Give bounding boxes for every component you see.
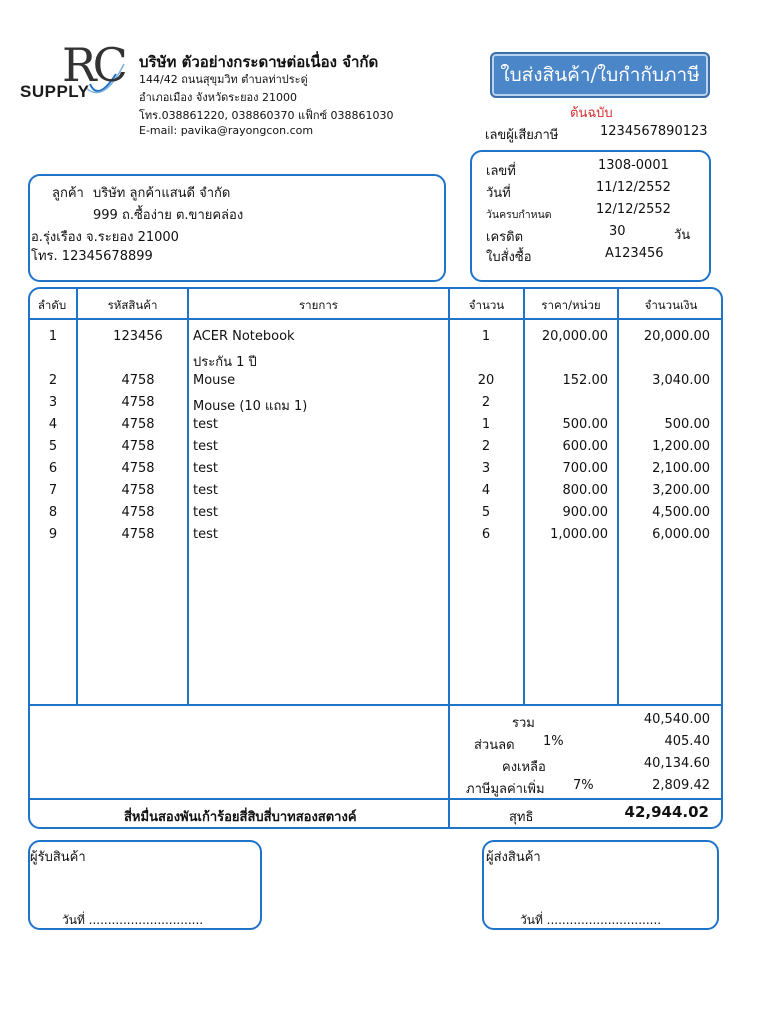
invoice-credit-unit: วัน bbox=[674, 228, 691, 243]
customer-address-2: อ.รุ่งเรือง จ.ระยอง 21000 bbox=[31, 230, 179, 245]
net-label: สุทธิ bbox=[509, 810, 534, 825]
cell-amount: 1,200.00 bbox=[652, 439, 710, 454]
cell-no: 4 bbox=[48, 417, 58, 432]
document-title: ใบส่งสินค้า/ใบกำกับภาษี bbox=[490, 52, 710, 98]
table-row bbox=[28, 417, 723, 439]
cell-no: 2 bbox=[48, 373, 58, 388]
col-header-code: รหัสสินค้า bbox=[107, 298, 158, 312]
cell-qty: 6 bbox=[481, 527, 491, 542]
amount-in-words: สี่หมื่นสองพันเก้าร้อยสี่สิบสี่บาทสองสตางค์ bbox=[124, 810, 357, 825]
cell-amount: 500.00 bbox=[664, 417, 710, 432]
table-row bbox=[28, 439, 723, 461]
customer-address-1: 999 ถ.ซื้อง่าย ต.ขายคล่อง bbox=[93, 208, 244, 223]
receiver-label: ผู้รับสินค้า bbox=[30, 850, 86, 865]
remain-value: 40,134.60 bbox=[643, 756, 710, 771]
table-row bbox=[28, 483, 723, 505]
cell-desc: test bbox=[193, 527, 218, 542]
cell-amount: 4,500.00 bbox=[652, 505, 710, 520]
company-phone: โทร.038861220, 038860370 แฟ็กซ์ 038861030 bbox=[139, 109, 394, 122]
net-value: 42,944.02 bbox=[624, 803, 709, 821]
cell-qty: 2 bbox=[481, 439, 491, 454]
cell-desc: test bbox=[193, 461, 218, 476]
cell-amount: 20,000.00 bbox=[643, 329, 710, 344]
logo-rc: RC bbox=[62, 38, 124, 92]
table-row bbox=[28, 395, 723, 417]
invoice-po-label: ใบสั่งซื้อ bbox=[486, 250, 532, 265]
cell-desc: test bbox=[193, 483, 218, 498]
cell-no: 7 bbox=[48, 483, 58, 498]
invoice-due-value: 12/12/2552 bbox=[596, 202, 671, 217]
col-header-qty: จำนวน bbox=[468, 298, 505, 312]
logo-supply: SUPPLY bbox=[20, 82, 90, 101]
cell-qty: 5 bbox=[481, 505, 491, 520]
cell-no: 5 bbox=[48, 439, 58, 454]
customer-phone: โทร. 12345678899 bbox=[31, 249, 153, 264]
cell-price: 152.00 bbox=[562, 373, 608, 388]
cell-desc: test bbox=[193, 439, 218, 454]
col-header-price: ราคา/หน่วย bbox=[541, 298, 601, 312]
cell-code: 4758 bbox=[121, 505, 155, 520]
cell-price: 20,000.00 bbox=[541, 329, 608, 344]
cell-amount: 6,000.00 bbox=[652, 527, 710, 542]
company-address-2: อำเภอเมือง จังหวัดระยอง 21000 bbox=[139, 91, 298, 104]
cell-desc: Mouse (10 แถม 1) bbox=[193, 399, 308, 414]
vat-label: ภาษีมูลค่าเพิ่ม bbox=[466, 782, 545, 797]
cell-qty: 3 bbox=[481, 461, 491, 476]
invoice-no-value: 1308-0001 bbox=[598, 158, 669, 173]
cell-amount: 2,100.00 bbox=[652, 461, 710, 476]
vat-percent: 7% bbox=[573, 778, 594, 793]
cell-price: 1,000.00 bbox=[550, 527, 608, 542]
cell-no: 8 bbox=[48, 505, 58, 520]
cell-qty: 1 bbox=[481, 417, 491, 432]
vat-value: 2,809.42 bbox=[652, 778, 710, 793]
tax-id-label: เลขผู้เสียภาษี bbox=[485, 128, 559, 143]
cell-code: 4758 bbox=[121, 417, 155, 432]
cell-price: 500.00 bbox=[562, 417, 608, 432]
col-header-desc: รายการ bbox=[299, 298, 338, 312]
company-name: บริษัท ตัวอย่างกระดาษต่อเนื่อง จำกัด bbox=[139, 53, 379, 71]
discount-value: 405.40 bbox=[664, 734, 710, 749]
cell-no: 1 bbox=[48, 329, 58, 344]
customer-name: บริษัท ลูกค้าแสนดี จำกัด bbox=[93, 186, 231, 201]
cell-desc: test bbox=[193, 505, 218, 520]
cell-no: 6 bbox=[48, 461, 58, 476]
invoice-date-value: 11/12/2552 bbox=[596, 180, 671, 195]
sender-date-line: วันที่ .............................. bbox=[520, 913, 662, 927]
tax-id-value: 1234567890123 bbox=[600, 124, 708, 139]
table-row bbox=[28, 351, 723, 373]
cell-code: 4758 bbox=[121, 527, 155, 542]
sum-value: 40,540.00 bbox=[643, 712, 710, 727]
cell-price: 700.00 bbox=[562, 461, 608, 476]
col-header-amount: จำนวนเงิน bbox=[644, 298, 698, 312]
customer-label: ลูกค้า bbox=[52, 186, 84, 201]
table-row bbox=[28, 329, 723, 351]
cell-price: 800.00 bbox=[562, 483, 608, 498]
original-copy-label: ต้นฉบับ bbox=[570, 106, 613, 121]
invoice-no-label: เลขที่ bbox=[486, 164, 516, 179]
cell-amount: 3,040.00 bbox=[652, 373, 710, 388]
invoice-po-value: A123456 bbox=[605, 246, 664, 261]
cell-code: 4758 bbox=[121, 461, 155, 476]
cell-qty: 2 bbox=[481, 395, 491, 410]
invoice-due-label: วันครบกำหนด bbox=[486, 209, 552, 221]
remain-label: คงเหลือ bbox=[502, 760, 546, 775]
cell-price: 900.00 bbox=[562, 505, 608, 520]
invoice-credit-value: 30 bbox=[609, 224, 626, 239]
table-row bbox=[28, 461, 723, 483]
cell-desc: test bbox=[193, 417, 218, 432]
table-net-divider bbox=[28, 798, 723, 800]
cell-code: 4758 bbox=[121, 483, 155, 498]
cell-code: 4758 bbox=[121, 395, 155, 410]
cell-no: 9 bbox=[48, 527, 58, 542]
cell-desc: ACER Notebook bbox=[193, 329, 295, 344]
cell-qty: 20 bbox=[477, 373, 495, 388]
cell-price: 600.00 bbox=[562, 439, 608, 454]
table-row bbox=[28, 527, 723, 549]
cell-qty: 4 bbox=[481, 483, 491, 498]
company-email: E-mail: pavika@rayongcon.com bbox=[139, 124, 314, 137]
cell-desc: Mouse bbox=[193, 373, 236, 388]
cell-qty: 1 bbox=[481, 329, 491, 344]
receiver-date-line: วันที่ .............................. bbox=[62, 913, 204, 927]
sum-label: รวม bbox=[512, 716, 535, 731]
cell-no: 3 bbox=[48, 395, 58, 410]
table-row bbox=[28, 373, 723, 395]
invoice-date-label: วันที่ bbox=[486, 186, 511, 201]
sender-label: ผู้ส่งสินค้า bbox=[486, 850, 541, 865]
cell-amount: 3,200.00 bbox=[652, 483, 710, 498]
company-logo bbox=[20, 38, 130, 106]
cell-code: 4758 bbox=[121, 373, 155, 388]
cell-desc: ประกัน 1 ปี bbox=[193, 355, 257, 370]
cell-code: 123456 bbox=[113, 329, 163, 344]
invoice-credit-label: เครดิต bbox=[486, 230, 524, 245]
company-address-1: 144/42 ถนนสุขุมวิท ตำบลท่าประดู่ bbox=[139, 73, 308, 86]
cell-code: 4758 bbox=[121, 439, 155, 454]
col-header-no: ลำดับ bbox=[37, 298, 67, 312]
discount-percent: 1% bbox=[543, 734, 564, 749]
discount-label: ส่วนลด bbox=[474, 738, 515, 753]
table-row bbox=[28, 505, 723, 527]
